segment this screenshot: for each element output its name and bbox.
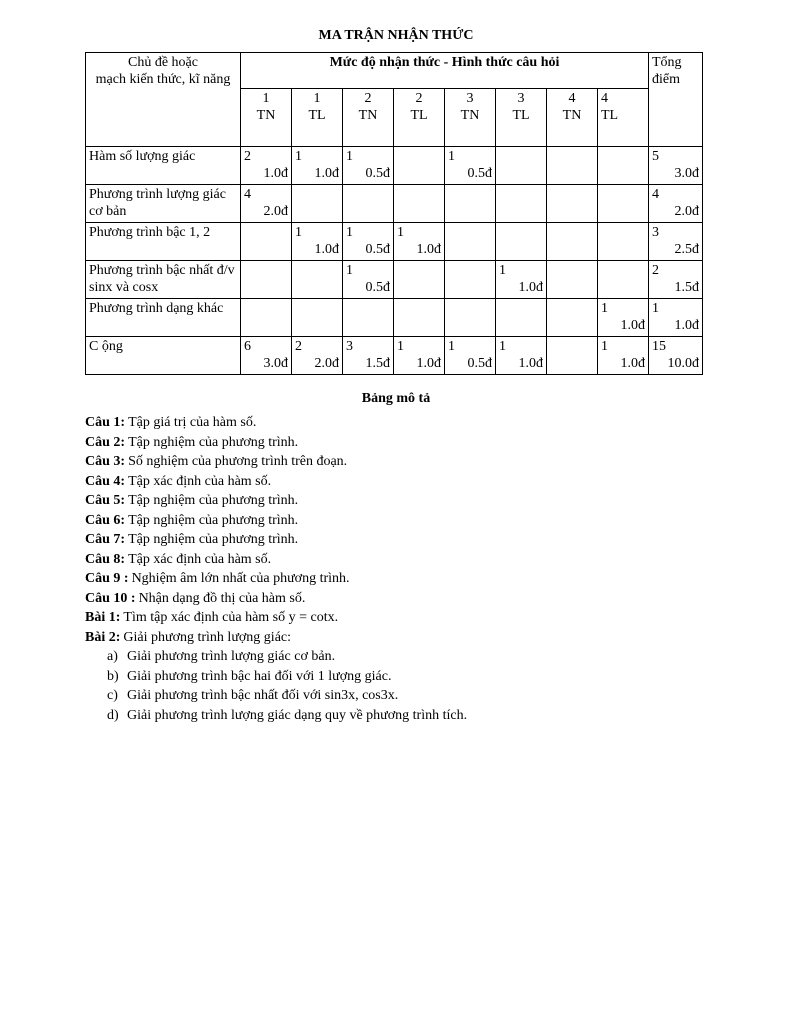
cell-score: 2.0đ — [674, 204, 699, 220]
matrix-cell — [598, 337, 649, 375]
cell-count: 4 — [244, 187, 251, 202]
item-text: Nghiệm âm lớn nhất của phương trình. — [131, 571, 350, 586]
cell-score: 1.0đ — [314, 242, 339, 258]
row-total-cell — [649, 261, 703, 299]
cell-score: 1.0đ — [674, 318, 699, 334]
cell-score: 1.0đ — [518, 356, 543, 372]
sub-item-text: Giải phương trình bậc nhất đối với sin3x, cos3x. — [127, 688, 399, 703]
page-title: MA TRẬN NHẬN THỨC — [318, 28, 474, 43]
item-label: Câu 8: — [85, 551, 126, 567]
matrix-cell — [598, 223, 649, 261]
cell-score: 1.5đ — [674, 280, 699, 296]
matrix-cell — [496, 223, 547, 261]
row-total-cell — [649, 299, 703, 337]
matrix-cell — [343, 223, 394, 261]
description-list — [85, 413, 732, 725]
level-header-cell — [496, 89, 547, 147]
list-item — [85, 452, 732, 472]
list-item — [85, 413, 732, 433]
matrix-cell — [343, 299, 394, 337]
matrix-cell — [394, 223, 445, 261]
cell-count: 1 — [601, 301, 608, 316]
matrix-cell — [445, 185, 496, 223]
row-total-cell — [649, 147, 703, 185]
list-item — [85, 608, 732, 628]
matrix-cell — [598, 299, 649, 337]
level-type: TN — [460, 108, 480, 124]
matrix-cell — [292, 185, 343, 223]
matrix-cell — [598, 185, 649, 223]
cell-count: 1 — [346, 225, 353, 240]
cell-score: 1.0đ — [314, 166, 339, 182]
level-header-cell — [547, 89, 598, 147]
cell-score: 3.0đ — [263, 356, 288, 372]
total-header-line1: Tổng — [652, 55, 682, 70]
cell-count: 5 — [652, 149, 659, 164]
topic-header-line2: mạch kiến thức, kĩ năng — [95, 72, 231, 88]
item-label: Câu 4: — [85, 473, 126, 489]
cell-count: 1 — [295, 149, 302, 164]
matrix-cell — [343, 337, 394, 375]
matrix-cell — [292, 299, 343, 337]
matrix-cell — [547, 299, 598, 337]
item-label: Câu 7: — [85, 532, 126, 547]
list-item — [85, 491, 732, 511]
list-item — [85, 433, 732, 453]
matrix-cell — [547, 337, 598, 375]
cell-count: 6 — [244, 339, 251, 354]
cell-score: 3.0đ — [674, 166, 699, 182]
item-text: Tập nghiệm của phương trình. — [128, 512, 299, 528]
table-row — [86, 147, 703, 185]
matrix-cell — [445, 299, 496, 337]
cell-score: 0.5đ — [365, 242, 390, 258]
row-label: Phương trình bậc 1, 2 — [86, 223, 241, 261]
item-text: Tập xác định của hàm số. — [128, 551, 272, 567]
sub-item-letter: b) — [107, 668, 119, 684]
level-num: 1 — [313, 91, 321, 106]
level-header-cell — [241, 89, 292, 147]
item-text: Tập giá trị của hàm số. — [128, 415, 257, 430]
matrix-cell — [343, 185, 394, 223]
cell-count: 15 — [652, 339, 666, 354]
level-type: TL — [601, 108, 619, 124]
sub-list-item — [107, 686, 732, 706]
cell-count: 2 — [244, 149, 251, 164]
matrix-cell — [241, 299, 292, 337]
matrix-cell — [394, 337, 445, 375]
description-heading: Bảng mô tả — [361, 391, 431, 406]
sub-list-item — [107, 667, 732, 687]
level-type: TN — [562, 108, 582, 124]
list-item — [85, 550, 732, 570]
cell-score: 1.0đ — [620, 318, 645, 334]
cell-score: 1.0đ — [416, 356, 441, 372]
item-label: Câu 3: — [85, 454, 126, 469]
cell-count: 1 — [448, 339, 455, 354]
cell-count: 1 — [397, 225, 404, 240]
item-text: Tập nghiệm của phương trình. — [128, 532, 299, 547]
list-item — [85, 530, 732, 550]
level-type: TL — [308, 108, 326, 124]
matrix-cell — [292, 337, 343, 375]
sub-item-letter: a) — [107, 649, 118, 664]
matrix-cell — [343, 261, 394, 299]
cell-count: 3 — [346, 339, 353, 354]
cell-count: 1 — [499, 263, 506, 278]
level-type: TL — [512, 108, 530, 124]
item-label: Câu 5: — [85, 493, 126, 508]
matrix-cell — [496, 185, 547, 223]
sub-list-item — [107, 647, 732, 667]
list-item — [85, 628, 732, 648]
item-text: Tìm tập xác định của hàm số y = cotx. — [123, 610, 339, 625]
level-type: TN — [256, 108, 276, 124]
level-num: 2 — [364, 91, 372, 106]
cell-score: 1.5đ — [365, 356, 390, 372]
list-item — [85, 569, 732, 589]
level-num: 3 — [517, 91, 525, 106]
cell-count: 1 — [397, 339, 404, 354]
cell-score: 0.5đ — [365, 166, 390, 182]
item-label: Câu 2: — [85, 434, 126, 450]
table-row-sum — [86, 337, 703, 375]
level-num: 1 — [262, 91, 270, 106]
total-header-cell — [649, 53, 703, 147]
row-total-cell — [649, 223, 703, 261]
row-label: C ộng — [86, 337, 241, 375]
matrix-cell — [394, 185, 445, 223]
level-type: TN — [358, 108, 378, 124]
matrix-cell — [445, 261, 496, 299]
cell-score: 1.0đ — [263, 166, 288, 182]
level-header-cell — [292, 89, 343, 147]
sub-item-text: Giải phương trình bậc hai đối với 1 lượng giác. — [127, 668, 392, 684]
cell-count: 1 — [652, 301, 659, 316]
level-header-cell — [343, 89, 394, 147]
sub-item-letter: c) — [107, 688, 118, 703]
item-label: Bài 2: — [85, 629, 121, 645]
level-header-cell — [598, 89, 649, 147]
cell-score: 1.0đ — [518, 280, 543, 296]
row-label: Phương trình lượng giác cơ bản — [86, 185, 241, 223]
level-type: TL — [410, 108, 428, 124]
item-text: Số nghiệm của phương trình trên đoạn. — [128, 454, 348, 469]
matrix-cell — [547, 147, 598, 185]
item-label: Câu 6: — [85, 512, 126, 528]
cell-score: 1.0đ — [416, 242, 441, 258]
matrix-cell — [343, 147, 394, 185]
matrix-cell — [394, 261, 445, 299]
item-label: Câu 10 : — [85, 590, 136, 606]
matrix-cell — [241, 147, 292, 185]
cell-count: 1 — [295, 225, 302, 240]
cell-score: 2.5đ — [674, 242, 699, 258]
cell-count: 1 — [346, 263, 353, 278]
level-header-cell — [394, 89, 445, 147]
matrix-cell — [496, 261, 547, 299]
level-num: 4 — [601, 91, 608, 106]
matrix-cell — [598, 261, 649, 299]
sub-item-text: Giải phương trình lượng giác dạng quy về phương trình tích. — [127, 707, 468, 723]
cell-count: 3 — [652, 225, 659, 240]
sub-item-letter: d) — [107, 707, 119, 723]
matrix-cell — [547, 223, 598, 261]
item-label: Câu 1: — [85, 415, 126, 430]
matrix-cell — [445, 337, 496, 375]
item-label: Câu 9 : — [85, 571, 129, 586]
matrix-cell — [241, 261, 292, 299]
level-num: 2 — [415, 91, 423, 106]
topic-header-line1: Chủ đề hoặc — [128, 55, 198, 70]
cell-score: 0.5đ — [365, 280, 390, 296]
matrix-cell — [292, 261, 343, 299]
item-text: Tập nghiệm của phương trình. — [128, 434, 299, 450]
cell-count: 1 — [346, 149, 353, 164]
row-label: Hàm số lượng giác — [86, 147, 241, 185]
matrix-cell — [598, 147, 649, 185]
row-total-cell — [649, 185, 703, 223]
list-item — [85, 472, 732, 492]
sub-list-item — [107, 706, 732, 726]
cell-score: 0.5đ — [467, 166, 492, 182]
cell-score: 2.0đ — [314, 356, 339, 372]
topic-header-cell — [86, 53, 241, 147]
levels-header-cell: Mức độ nhận thức - Hình thức câu hỏi — [241, 53, 649, 89]
cell-score: 0.5đ — [467, 356, 492, 372]
cell-count: 1 — [601, 339, 608, 354]
matrix-cell — [241, 337, 292, 375]
sub-item-text: Giải phương trình lượng giác cơ bản. — [127, 649, 336, 664]
cell-score: 10.0đ — [667, 356, 699, 372]
item-text: Giải phương trình lượng giác: — [123, 629, 292, 645]
matrix-table — [85, 52, 703, 375]
list-item — [85, 511, 732, 531]
cell-count: 1 — [499, 339, 506, 354]
total-header-line2: điểm — [652, 72, 680, 88]
item-label: Bài 1: — [85, 610, 121, 625]
row-label: Phương trình bậc nhất đ/v sinx và cosx — [86, 261, 241, 299]
matrix-cell — [241, 223, 292, 261]
matrix-cell — [496, 337, 547, 375]
cell-count: 4 — [652, 187, 659, 202]
level-header-cell — [445, 89, 496, 147]
level-num: 4 — [568, 91, 576, 106]
item-text: Tập nghiệm của phương trình. — [128, 493, 299, 508]
list-item — [85, 589, 732, 609]
matrix-cell — [496, 147, 547, 185]
level-num: 3 — [466, 91, 474, 106]
row-label: Phương trình dạng khác — [86, 299, 241, 337]
row-total-cell — [649, 337, 703, 375]
table-row — [86, 261, 703, 299]
matrix-cell — [394, 299, 445, 337]
matrix-cell — [547, 185, 598, 223]
item-text: Tập xác định của hàm số. — [128, 473, 272, 489]
cell-count: 2 — [652, 263, 659, 278]
cell-score: 1.0đ — [620, 356, 645, 372]
cell-count: 2 — [295, 339, 302, 354]
matrix-cell — [547, 261, 598, 299]
cell-count: 1 — [448, 149, 455, 164]
matrix-cell — [445, 147, 496, 185]
item-text: Nhận dạng đồ thị của hàm số. — [138, 590, 306, 606]
table-row — [86, 223, 703, 261]
cell-score: 2.0đ — [263, 204, 288, 220]
table-row — [86, 185, 703, 223]
matrix-cell — [292, 223, 343, 261]
matrix-cell — [292, 147, 343, 185]
matrix-cell — [496, 299, 547, 337]
matrix-cell — [394, 147, 445, 185]
table-row — [86, 299, 703, 337]
matrix-cell — [241, 185, 292, 223]
header-row-1 — [86, 53, 703, 89]
matrix-cell — [445, 223, 496, 261]
